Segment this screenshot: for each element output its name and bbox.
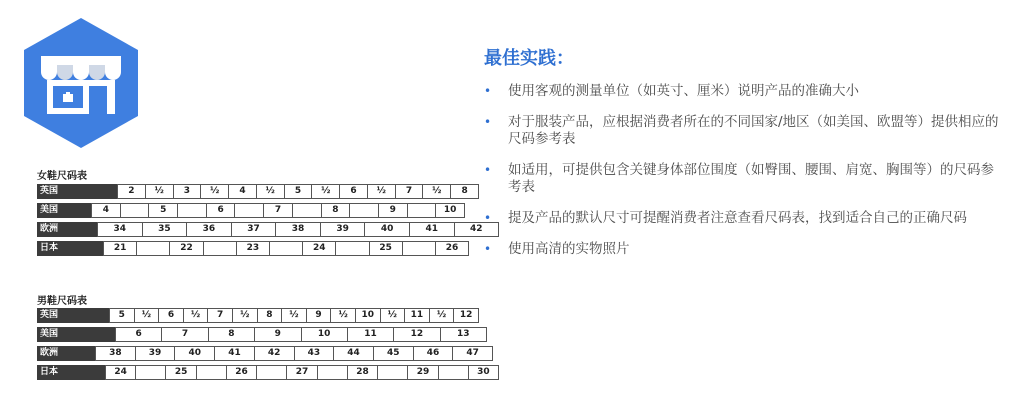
table-cell: 8 <box>257 309 282 322</box>
table-cell: 28 <box>347 366 377 379</box>
list-item-text: 使用高清的实物照片 <box>508 241 630 257</box>
bullet-icon: • <box>484 211 492 225</box>
table-cell: 47 <box>452 347 492 360</box>
table-cell: ½ <box>145 185 173 198</box>
table-cell: ½ <box>422 185 450 198</box>
table-cell: ½ <box>330 309 355 322</box>
list-item <box>484 241 1004 258</box>
table-cell: 39 <box>320 223 365 236</box>
table-cell: 30 <box>468 366 498 379</box>
table-cell: 11 <box>404 309 429 322</box>
table-cell: 8 <box>321 204 350 217</box>
table-cell: ½ <box>183 309 208 322</box>
table-cell <box>407 204 436 217</box>
table-cell: 41 <box>409 223 454 236</box>
table-cell: 8 <box>208 328 254 341</box>
table-cell: 26 <box>435 242 468 255</box>
table-cell: 42 <box>454 223 499 236</box>
row-label: 美国 <box>37 327 115 342</box>
list-item-text: 使用客观的测量单位（如英寸、厘米）说明产品的准确大小 <box>508 83 859 99</box>
table-cell: 12 <box>453 309 478 322</box>
table-cell: 37 <box>231 223 276 236</box>
table-cell: ½ <box>429 309 454 322</box>
table-cell: 4 <box>228 185 256 198</box>
list-item <box>484 162 1004 196</box>
row-label: 日本 <box>37 365 105 380</box>
table-cell: 12 <box>393 328 439 341</box>
table-cell: 5 <box>148 204 177 217</box>
table-cell: 24 <box>302 242 335 255</box>
table-cell: 34 <box>113 224 127 234</box>
table-cell <box>256 366 286 379</box>
table-cell: ½ <box>281 309 306 322</box>
table-cell: 38 <box>275 223 320 236</box>
table-cell: 7 <box>161 328 207 341</box>
table-cell: 5 <box>118 310 125 320</box>
table-cell: 6 <box>339 185 367 198</box>
row-label: 英国 <box>37 308 109 323</box>
table-cell: 22 <box>169 242 202 255</box>
store-icon <box>21 16 141 150</box>
table-cell <box>402 242 435 255</box>
table-cell <box>438 366 468 379</box>
table-cell: 3 <box>173 185 201 198</box>
best-practices-title: 最佳实践： <box>484 48 574 69</box>
table-cell: 40 <box>364 223 409 236</box>
table-cell: 10 <box>355 309 380 322</box>
table-cell: 21 <box>113 243 127 253</box>
table-cell: 46 <box>413 347 453 360</box>
table-cell: 23 <box>236 242 269 255</box>
table-cell: 6 <box>206 204 235 217</box>
table-cell <box>177 204 206 217</box>
table-cell <box>136 242 169 255</box>
table-cell: 39 <box>135 347 175 360</box>
list-item-text: 如适用，可提供包含关键身体部位围度（如臀围、腰围、肩宽、胸围等）的尺码参考表 <box>508 162 994 195</box>
table-cell: 7 <box>395 185 423 198</box>
table-cell <box>196 366 226 379</box>
table-cell: 40 <box>174 347 214 360</box>
table-cell: 10 <box>435 204 464 217</box>
table-cell: 6 <box>135 329 142 339</box>
table-cell: 43 <box>294 347 334 360</box>
table-cell: ½ <box>367 185 395 198</box>
women-table-title: 女鞋尺码表 <box>37 171 87 182</box>
table-cell: 7 <box>263 204 292 217</box>
table-cell: 9 <box>254 328 300 341</box>
table-cell: ½ <box>232 309 257 322</box>
table-cell: 25 <box>165 366 195 379</box>
row-label: 欧洲 <box>37 346 95 361</box>
table-cell: 41 <box>214 347 254 360</box>
table-cell: 9 <box>378 204 407 217</box>
table-cell: 11 <box>347 328 393 341</box>
table-cell <box>377 366 407 379</box>
list-item <box>484 114 1004 148</box>
table-cell <box>317 366 347 379</box>
table-cell: ½ <box>200 185 228 198</box>
table-cell <box>269 242 302 255</box>
bullet-icon: • <box>484 242 492 256</box>
table-cell <box>234 204 263 217</box>
table-cell: 5 <box>284 185 312 198</box>
row-label: 英国 <box>37 184 117 199</box>
table-cell: 24 <box>114 367 127 377</box>
bullet-icon: • <box>484 115 492 129</box>
table-cell: 45 <box>373 347 413 360</box>
row-label: 美国 <box>37 203 91 218</box>
table-cell: 44 <box>333 347 373 360</box>
table-cell: 26 <box>226 366 256 379</box>
bullet-icon: • <box>484 84 492 98</box>
table-cell: 7 <box>207 309 232 322</box>
table-cell <box>335 242 368 255</box>
table-cell: ½ <box>256 185 284 198</box>
table-cell: 8 <box>450 185 478 198</box>
table-cell: 29 <box>407 366 437 379</box>
table-cell: 25 <box>369 242 402 255</box>
bullet-icon: • <box>484 163 492 177</box>
table-cell: 13 <box>440 328 486 341</box>
table-cell <box>203 242 236 255</box>
table-cell: 38 <box>109 348 122 358</box>
table-cell <box>135 366 165 379</box>
list-item <box>484 210 1004 227</box>
table-cell: 2 <box>128 186 135 196</box>
list-item-text: 对于服装产品，应根据消费者所在的不同国家/地区（如美国、欧盟等）提供相应的尺码参考表 <box>508 114 999 147</box>
table-cell <box>120 204 149 217</box>
table-cell: 9 <box>306 309 331 322</box>
table-cell <box>292 204 321 217</box>
table-cell: 4 <box>102 205 109 215</box>
table-cell: 10 <box>301 328 347 341</box>
list-item-text: 提及产品的默认尺寸可提醒消费者注意查看尺码表，找到适合自己的正确尺码 <box>508 210 967 226</box>
best-practices-list <box>484 83 1004 272</box>
table-cell: 6 <box>158 309 183 322</box>
table-cell: 27 <box>286 366 316 379</box>
row-label: 日本 <box>37 241 103 256</box>
table-cell: ½ <box>311 185 339 198</box>
row-label: 欧洲 <box>37 222 97 237</box>
list-item <box>484 83 1004 100</box>
men-table-title: 男鞋尺码表 <box>37 296 87 307</box>
table-cell: ½ <box>380 309 405 322</box>
table-cell <box>349 204 378 217</box>
table-cell: 35 <box>142 223 187 236</box>
table-cell: 36 <box>186 223 231 236</box>
table-cell: 42 <box>254 347 294 360</box>
table-cell: ½ <box>134 309 159 322</box>
